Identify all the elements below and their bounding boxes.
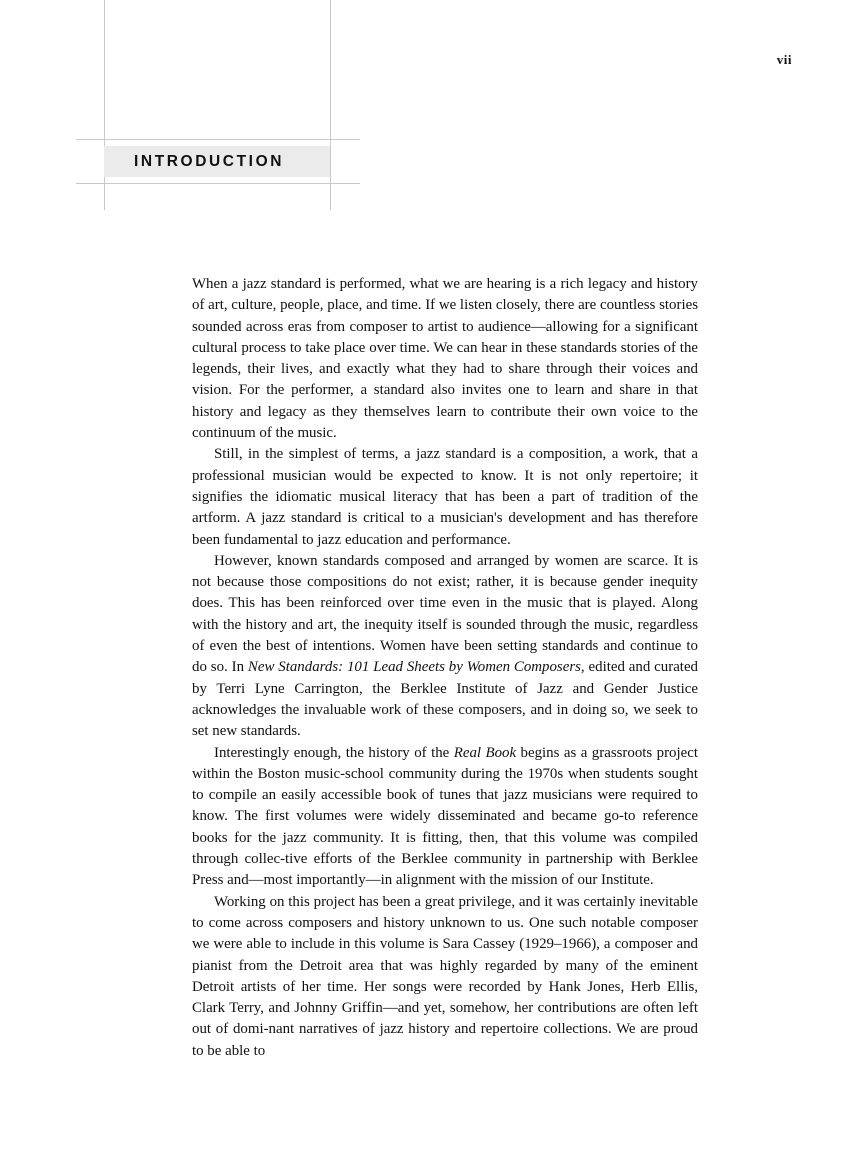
paragraph-5: Working on this project has been a great privilege, and it was certainly inevitable to come across composers and history unknown to us. One such notable composer we were able to include in this volume is Sara Cassey (1929–1966), a composer and pianist from the Detroit area that was highly regarded by many of the eminent Detroit artists of her time. Her songs were recorded by Hank Jones, Herb Ellis, Clark Terry, and Johnny Griffin—and yet, somehow, her contributions are often left out of domi-nant narratives of jazz history and repertoire collections. We are proud to be able to <box>192 893 698 1059</box>
crop-guide-vertical-right <box>330 0 331 210</box>
book-title-new-standards: New Standards: 101 Lead Sheets by Women Composers, <box>247 659 585 676</box>
page-number: vii <box>776 52 792 67</box>
paragraph-3-part-b: edited and curated by Terri Lyne Carrington, the Berklee Institute of Jazz and Gender Justice acknowledges the invaluable work of these composers, and in doing so, we seek to set new standards. <box>192 659 698 740</box>
page-title: INTRODUCTION <box>134 152 285 170</box>
paragraph-4-part-b: begins as a grassroots project within the Boston music-school community during the 1970s when students sought to compile an easily accessible book of tunes that jazz musicians were required to know. The first volumes were widely disseminated and became go-to reference books for the jazz community. It is fitting, then, that this volume was compiled through collec-tive efforts of the Berklee community in partnership with Berklee Press and—most importantly—in alignment with the mission of our Institute. <box>192 744 698 889</box>
book-title-real-book: Real Book <box>453 744 517 761</box>
paragraph-2: Still, in the simplest of terms, a jazz standard is a composition, a work, that a professional musician would be expected to know. It is not only repertoire; it signifies the idiomatic musical literacy that has been a part of tradition of the artform. A jazz standard is critical to a musician's development and has therefore been fundamental to jazz education and performance. <box>192 446 698 548</box>
paragraph-3 <box>192 551 698 743</box>
crop-guide-horizontal-top <box>76 139 360 140</box>
paragraph-3-part-a: However, known standards composed and arranged by women are scarce. It is not because those compositions do not exist; rather, it is because gender inequity does. This has been reinforced over time even in the music that is played. Along with the history and art, the inequity itself is sounded through the music, regardless of even the best of intentions. Women have been setting standards and continue to do so. In <box>192 552 698 676</box>
paragraph-4 <box>192 743 698 892</box>
crop-guide-horizontal-bottom <box>76 183 360 184</box>
chapter-title-block <box>104 146 330 177</box>
paragraph-4-part-a: Interestingly enough, the history of the <box>214 744 454 761</box>
crop-guide-vertical-left <box>104 0 105 210</box>
body-text <box>192 274 698 1062</box>
paragraph-1: When a jazz standard is performed, what we are hearing is a rich legacy and history of art, culture, people, place, and time. If we listen closely, there are countless stories sounded across eras from composer to artist to audience—allowing for a significant cultural process to take place over time. We can hear in these standards stories of the legends, their lives, and exactly what they had to share through their voices and vision. For the performer, a standard also invites one to learn and share in that history and legacy as they themselves learn to contribute their own voice to the continuum of the music. <box>192 276 698 442</box>
